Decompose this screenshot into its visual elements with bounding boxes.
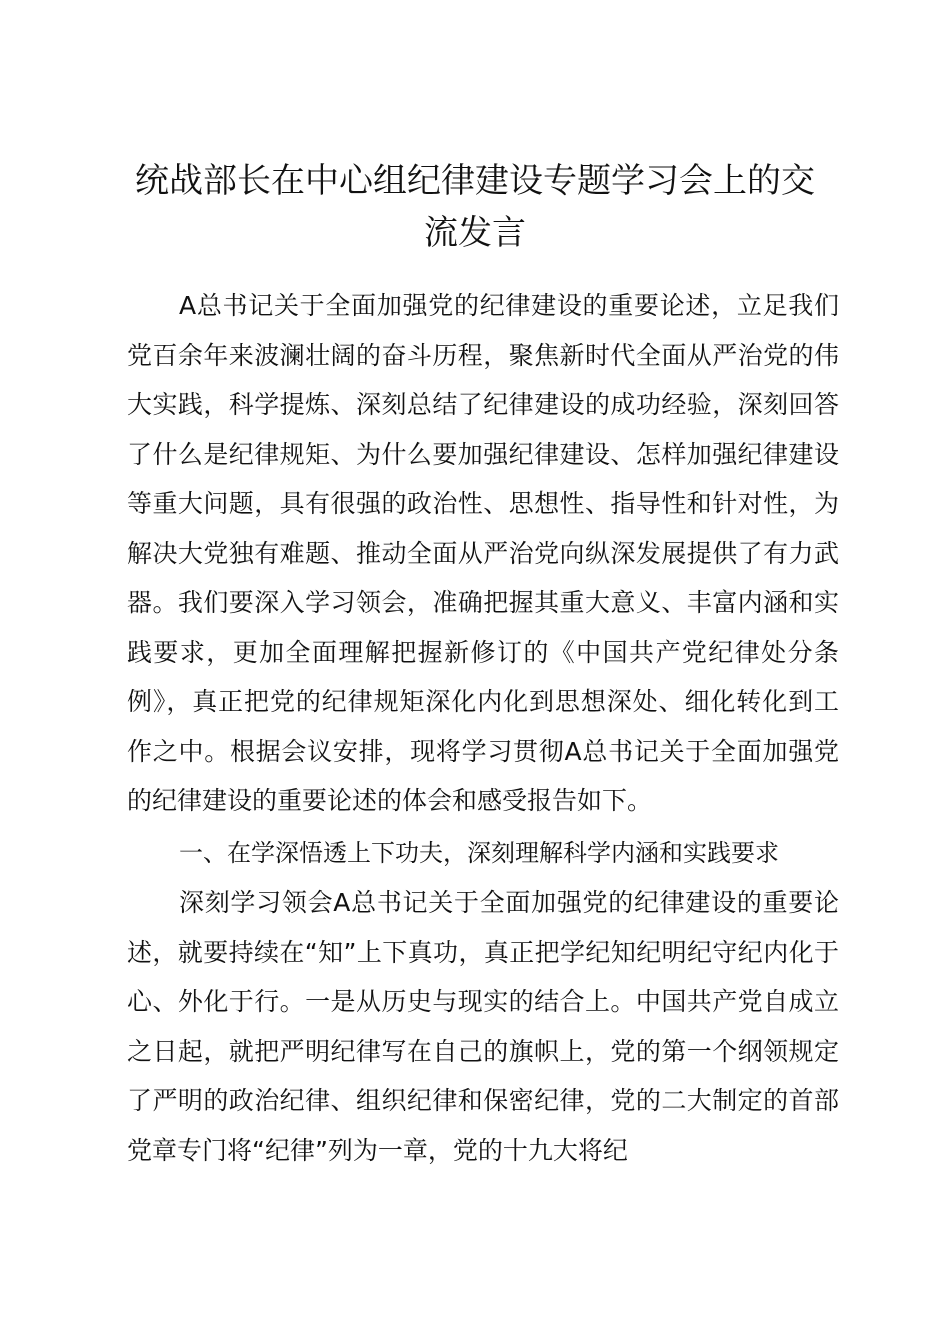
paragraph-intro: A总书记关于全面加强党的纪律建设的重要论述，立足我们党百余年来波澜壮阔的奋斗历程，聚焦新时代全面从严治党的伟大实践，科学提炼、深刻总结了纪律建设的成功经验，深刻回答了什么是纪律规矩、为什么要加强纪律建设、怎样加强纪律建设等重大问题，具有很强的政治性、思想性、指导性和针对性，为解决大党独有难题、推动全面从严治党向纵深发展提供了有力武器。我们要深入学习领会，准确把握其重大意义、丰富内涵和实践要求，更加全面理解把握新修订的《中国共产党纪律处分条例》，真正把党的纪律规矩深化内化到思想深处、细化转化到工作之中。根据会议安排，现将学习贯彻A总书记关于全面加强党的纪律建设的重要论述的体会和感受报告如下。 [127, 291, 839, 815]
section-heading-1: 一、在学深悟透上下功夫，深刻理解科学内涵和实践要求 [179, 839, 779, 867]
document-title: 统战部长在中心组纪律建设专题学习会上的交流发言 [135, 161, 815, 253]
paragraph-section-1: 深刻学习领会A总书记关于全面加强党的纪律建设的重要论述，就要持续在“知”上下真功，真正把学纪知纪明纪守纪内化于心、外化于行。一是从历史与现实的结合上。中国共产党自成立之日起，就把严明纪律写在自己的旗帜上，党的第一个纲领规定了严明的政治纪律、组织纪律和保密纪律，党的二大制定的首部党章专门将“纪律”列为一章，党的十九大将纪 [127, 888, 839, 1165]
